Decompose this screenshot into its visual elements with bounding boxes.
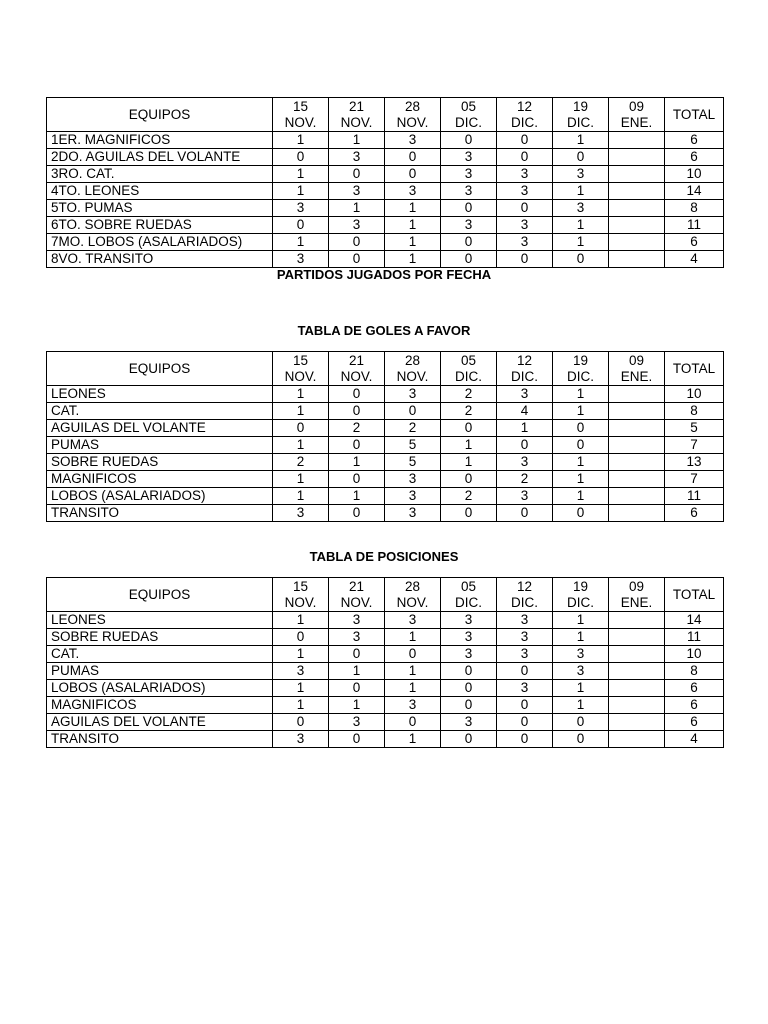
score-cell: 3 [441, 629, 497, 646]
score-cell: 1 [273, 403, 329, 420]
score-cell [609, 454, 665, 471]
score-cell: 3 [441, 149, 497, 166]
score-cell: 3 [273, 505, 329, 522]
score-cell: 0 [441, 200, 497, 217]
total-cell: 14 [665, 183, 724, 200]
team-name-cell: MAGNIFICOS [47, 697, 273, 714]
matches-played-caption: PARTIDOS JUGADOS POR FECHA [276, 267, 492, 282]
team-name-cell: 4TO. LEONES [47, 183, 273, 200]
total-cell: 5 [665, 420, 724, 437]
score-cell: 3 [497, 454, 553, 471]
total-cell: 10 [665, 166, 724, 183]
team-name-cell: 1ER. MAGNIFICOS [47, 132, 273, 149]
date-column-header: 15 NOV. [273, 578, 329, 612]
score-cell: 0 [497, 697, 553, 714]
score-cell: 0 [497, 251, 553, 268]
table-row [47, 646, 724, 663]
score-cell: 0 [329, 403, 385, 420]
score-cell: 1 [273, 646, 329, 663]
teams-column-header: EQUIPOS [47, 578, 273, 612]
score-cell: 0 [553, 149, 609, 166]
score-cell: 0 [385, 714, 441, 731]
score-cell: 2 [497, 471, 553, 488]
score-cell: 5 [385, 454, 441, 471]
score-cell [609, 234, 665, 251]
table-row [47, 697, 724, 714]
score-cell: 4 [497, 403, 553, 420]
score-cell [609, 629, 665, 646]
score-cell [609, 200, 665, 217]
date-column-header: 19 DIC. [553, 98, 609, 132]
score-cell: 0 [497, 731, 553, 748]
date-column-header: 19 DIC. [553, 578, 609, 612]
score-cell: 0 [329, 471, 385, 488]
score-cell: 1 [273, 437, 329, 454]
score-cell: 3 [441, 166, 497, 183]
total-column-header: TOTAL [665, 578, 724, 612]
score-cell: 0 [441, 234, 497, 251]
score-cell: 3 [385, 183, 441, 200]
total-cell: 14 [665, 612, 724, 629]
score-cell: 0 [553, 731, 609, 748]
score-cell [609, 251, 665, 268]
score-cell: 0 [553, 437, 609, 454]
score-cell: 1 [385, 731, 441, 748]
score-cell: 1 [441, 437, 497, 454]
score-cell: 0 [385, 149, 441, 166]
score-cell: 0 [329, 505, 385, 522]
score-cell: 1 [273, 471, 329, 488]
date-column-header: 12 DIC. [497, 578, 553, 612]
score-cell: 1 [273, 612, 329, 629]
score-cell: 1 [385, 217, 441, 234]
score-cell: 2 [329, 420, 385, 437]
total-cell: 13 [665, 454, 724, 471]
total-cell: 11 [665, 217, 724, 234]
teams-column-header: EQUIPOS [47, 98, 273, 132]
table-row [47, 166, 724, 183]
date-column-header: 28 NOV. [385, 98, 441, 132]
table-row [47, 200, 724, 217]
score-cell: 3 [497, 166, 553, 183]
date-column-header: 19 DIC. [553, 352, 609, 386]
score-cell: 2 [441, 403, 497, 420]
score-cell: 0 [329, 646, 385, 663]
score-cell: 3 [329, 629, 385, 646]
score-cell: 3 [273, 251, 329, 268]
score-cell: 2 [273, 454, 329, 471]
date-column-header: 09 ENE. [609, 578, 665, 612]
team-name-cell: LOBOS (ASALARIADOS) [47, 680, 273, 697]
total-cell: 6 [665, 697, 724, 714]
table-header [47, 352, 724, 386]
score-cell: 1 [553, 183, 609, 200]
score-cell: 3 [497, 612, 553, 629]
score-cell: 0 [441, 251, 497, 268]
team-name-cell: PUMAS [47, 663, 273, 680]
total-cell: 6 [665, 505, 724, 522]
team-name-cell: 6TO. SOBRE RUEDAS [47, 217, 273, 234]
team-name-cell: PUMAS [47, 437, 273, 454]
matches-played-table [46, 97, 724, 268]
goals-for-table [46, 351, 724, 522]
table-row [47, 132, 724, 149]
standings-table [46, 577, 724, 748]
date-column-header: 21 NOV. [329, 352, 385, 386]
score-cell: 0 [497, 200, 553, 217]
score-cell: 1 [553, 403, 609, 420]
score-cell: 3 [497, 488, 553, 505]
score-cell: 0 [497, 149, 553, 166]
score-cell: 3 [441, 183, 497, 200]
score-cell [609, 697, 665, 714]
score-cell: 0 [273, 217, 329, 234]
team-name-cell: LOBOS (ASALARIADOS) [47, 488, 273, 505]
team-name-cell: 3RO. CAT. [47, 166, 273, 183]
score-cell: 3 [385, 386, 441, 403]
score-cell: 1 [273, 488, 329, 505]
score-cell: 0 [553, 505, 609, 522]
score-cell: 3 [497, 183, 553, 200]
score-cell: 3 [553, 663, 609, 680]
score-cell [609, 663, 665, 680]
total-cell: 10 [665, 646, 724, 663]
table-row [47, 403, 724, 420]
team-name-cell: CAT. [47, 403, 273, 420]
score-cell: 0 [329, 680, 385, 697]
table-row [47, 183, 724, 200]
score-cell: 0 [441, 132, 497, 149]
total-cell: 7 [665, 471, 724, 488]
score-cell: 1 [273, 234, 329, 251]
score-cell: 0 [553, 714, 609, 731]
table-row [47, 234, 724, 251]
score-cell: 0 [329, 166, 385, 183]
score-cell: 1 [441, 454, 497, 471]
score-cell: 3 [497, 386, 553, 403]
table-row [47, 251, 724, 268]
score-cell: 3 [441, 612, 497, 629]
date-column-header: 15 NOV. [273, 352, 329, 386]
table-row [47, 612, 724, 629]
score-cell: 0 [497, 714, 553, 731]
score-cell: 1 [329, 488, 385, 505]
score-cell: 3 [385, 612, 441, 629]
team-name-cell: LEONES [47, 386, 273, 403]
score-cell [609, 166, 665, 183]
score-cell: 0 [553, 420, 609, 437]
team-name-cell: TRANSITO [47, 731, 273, 748]
score-cell: 1 [553, 629, 609, 646]
score-cell: 0 [441, 731, 497, 748]
total-cell: 11 [665, 629, 724, 646]
table-row [47, 437, 724, 454]
team-name-cell: CAT. [47, 646, 273, 663]
score-cell: 3 [329, 149, 385, 166]
date-column-header: 28 NOV. [385, 352, 441, 386]
table-row [47, 149, 724, 166]
score-cell: 3 [385, 697, 441, 714]
score-cell [609, 403, 665, 420]
score-cell [609, 646, 665, 663]
table-row [47, 454, 724, 471]
standings-title: TABLA DE POSICIONES [309, 549, 459, 564]
score-cell [609, 488, 665, 505]
score-cell: 0 [385, 646, 441, 663]
score-cell [609, 386, 665, 403]
score-cell: 1 [385, 629, 441, 646]
score-cell: 1 [553, 488, 609, 505]
score-cell: 1 [329, 697, 385, 714]
header-row [47, 578, 724, 612]
table-row [47, 217, 724, 234]
team-name-cell: 8VO. TRANSITO [47, 251, 273, 268]
score-cell: 0 [441, 697, 497, 714]
score-cell: 3 [553, 166, 609, 183]
score-cell: 3 [273, 731, 329, 748]
score-cell: 1 [385, 680, 441, 697]
score-cell: 1 [273, 166, 329, 183]
score-cell: 0 [273, 714, 329, 731]
score-cell: 3 [441, 646, 497, 663]
score-cell: 1 [553, 612, 609, 629]
score-cell: 0 [441, 505, 497, 522]
score-cell: 0 [441, 420, 497, 437]
table-body [47, 386, 724, 522]
total-cell: 4 [665, 731, 724, 748]
score-cell: 0 [329, 234, 385, 251]
score-cell: 1 [553, 471, 609, 488]
team-name-cell: SOBRE RUEDAS [47, 629, 273, 646]
header-row [47, 352, 724, 386]
header-row [47, 98, 724, 132]
score-cell: 0 [441, 680, 497, 697]
team-name-cell: AGUILAS DEL VOLANTE [47, 714, 273, 731]
score-cell: 1 [329, 132, 385, 149]
score-cell: 0 [497, 505, 553, 522]
score-cell: 1 [273, 386, 329, 403]
score-cell: 5 [385, 437, 441, 454]
score-cell: 1 [497, 420, 553, 437]
team-name-cell: SOBRE RUEDAS [47, 454, 273, 471]
team-name-cell: AGUILAS DEL VOLANTE [47, 420, 273, 437]
table-row [47, 629, 724, 646]
total-cell: 6 [665, 714, 724, 731]
team-name-cell: 2DO. AGUILAS DEL VOLANTE [47, 149, 273, 166]
date-column-header: 15 NOV. [273, 98, 329, 132]
score-cell: 3 [385, 505, 441, 522]
goals-for-title: TABLA DE GOLES A FAVOR [297, 323, 471, 338]
total-cell: 11 [665, 488, 724, 505]
total-cell: 6 [665, 149, 724, 166]
table-row [47, 731, 724, 748]
table-body [47, 612, 724, 748]
table-row [47, 680, 724, 697]
team-name-cell: LEONES [47, 612, 273, 629]
score-cell: 1 [329, 454, 385, 471]
score-cell: 1 [273, 697, 329, 714]
score-cell: 2 [441, 386, 497, 403]
table-row [47, 505, 724, 522]
score-cell: 0 [273, 420, 329, 437]
total-cell: 10 [665, 386, 724, 403]
score-cell [609, 217, 665, 234]
date-column-header: 05 DIC. [441, 98, 497, 132]
score-cell: 3 [273, 663, 329, 680]
total-cell: 4 [665, 251, 724, 268]
score-cell: 0 [329, 437, 385, 454]
score-cell [609, 505, 665, 522]
score-cell: 3 [441, 714, 497, 731]
score-cell: 0 [385, 166, 441, 183]
score-cell [609, 149, 665, 166]
team-name-cell: MAGNIFICOS [47, 471, 273, 488]
score-cell: 1 [385, 200, 441, 217]
score-cell: 1 [329, 663, 385, 680]
score-cell [609, 714, 665, 731]
score-cell: 3 [497, 234, 553, 251]
score-cell: 1 [273, 183, 329, 200]
score-cell: 0 [329, 731, 385, 748]
total-cell: 8 [665, 663, 724, 680]
score-cell: 0 [497, 132, 553, 149]
total-cell: 7 [665, 437, 724, 454]
score-cell: 0 [329, 251, 385, 268]
score-cell: 3 [497, 680, 553, 697]
score-cell: 2 [441, 488, 497, 505]
score-cell: 2 [385, 420, 441, 437]
total-cell: 8 [665, 200, 724, 217]
score-cell: 1 [385, 234, 441, 251]
table-row [47, 714, 724, 731]
total-cell: 6 [665, 680, 724, 697]
date-column-header: 12 DIC. [497, 352, 553, 386]
score-cell [609, 437, 665, 454]
score-cell [609, 132, 665, 149]
score-cell [609, 612, 665, 629]
table-header [47, 578, 724, 612]
score-cell: 3 [329, 217, 385, 234]
date-column-header: 21 NOV. [329, 578, 385, 612]
date-column-header: 09 ENE. [609, 352, 665, 386]
team-name-cell: 7MO. LOBOS (ASALARIADOS) [47, 234, 273, 251]
score-cell [609, 183, 665, 200]
score-cell: 1 [553, 217, 609, 234]
score-cell: 1 [553, 132, 609, 149]
score-cell: 1 [553, 454, 609, 471]
score-cell: 1 [385, 251, 441, 268]
score-cell [609, 471, 665, 488]
teams-column-header: EQUIPOS [47, 352, 273, 386]
date-column-header: 09 ENE. [609, 98, 665, 132]
total-cell: 6 [665, 234, 724, 251]
score-cell: 3 [553, 646, 609, 663]
score-cell: 0 [553, 251, 609, 268]
score-cell: 3 [329, 714, 385, 731]
score-cell: 0 [441, 663, 497, 680]
score-cell: 0 [273, 629, 329, 646]
score-cell: 0 [497, 663, 553, 680]
score-cell: 1 [553, 234, 609, 251]
score-cell: 1 [329, 200, 385, 217]
table-header [47, 98, 724, 132]
score-cell [609, 680, 665, 697]
score-cell: 0 [385, 403, 441, 420]
score-cell: 1 [553, 680, 609, 697]
score-cell: 3 [497, 629, 553, 646]
score-cell: 1 [553, 697, 609, 714]
score-cell: 0 [329, 386, 385, 403]
table-row [47, 471, 724, 488]
date-column-header: 21 NOV. [329, 98, 385, 132]
table-row [47, 420, 724, 437]
total-cell: 6 [665, 132, 724, 149]
score-cell: 3 [329, 183, 385, 200]
table-body [47, 132, 724, 268]
score-cell: 3 [385, 132, 441, 149]
score-cell: 3 [385, 488, 441, 505]
total-column-header: TOTAL [665, 352, 724, 386]
score-cell: 0 [497, 437, 553, 454]
score-cell: 3 [329, 612, 385, 629]
date-column-header: 28 NOV. [385, 578, 441, 612]
score-cell: 3 [553, 200, 609, 217]
score-cell: 3 [273, 200, 329, 217]
total-cell: 8 [665, 403, 724, 420]
score-cell: 3 [497, 217, 553, 234]
score-cell: 1 [553, 386, 609, 403]
score-cell: 3 [441, 217, 497, 234]
date-column-header: 12 DIC. [497, 98, 553, 132]
score-cell [609, 731, 665, 748]
score-cell: 0 [273, 149, 329, 166]
team-name-cell: 5TO. PUMAS [47, 200, 273, 217]
table-row [47, 386, 724, 403]
score-cell: 1 [273, 680, 329, 697]
team-name-cell: TRANSITO [47, 505, 273, 522]
score-cell: 1 [273, 132, 329, 149]
date-column-header: 05 DIC. [441, 578, 497, 612]
score-cell: 3 [385, 471, 441, 488]
score-cell [609, 420, 665, 437]
score-cell: 3 [497, 646, 553, 663]
table-row [47, 488, 724, 505]
score-cell: 1 [385, 663, 441, 680]
total-column-header: TOTAL [665, 98, 724, 132]
date-column-header: 05 DIC. [441, 352, 497, 386]
table-row [47, 663, 724, 680]
score-cell: 0 [441, 471, 497, 488]
